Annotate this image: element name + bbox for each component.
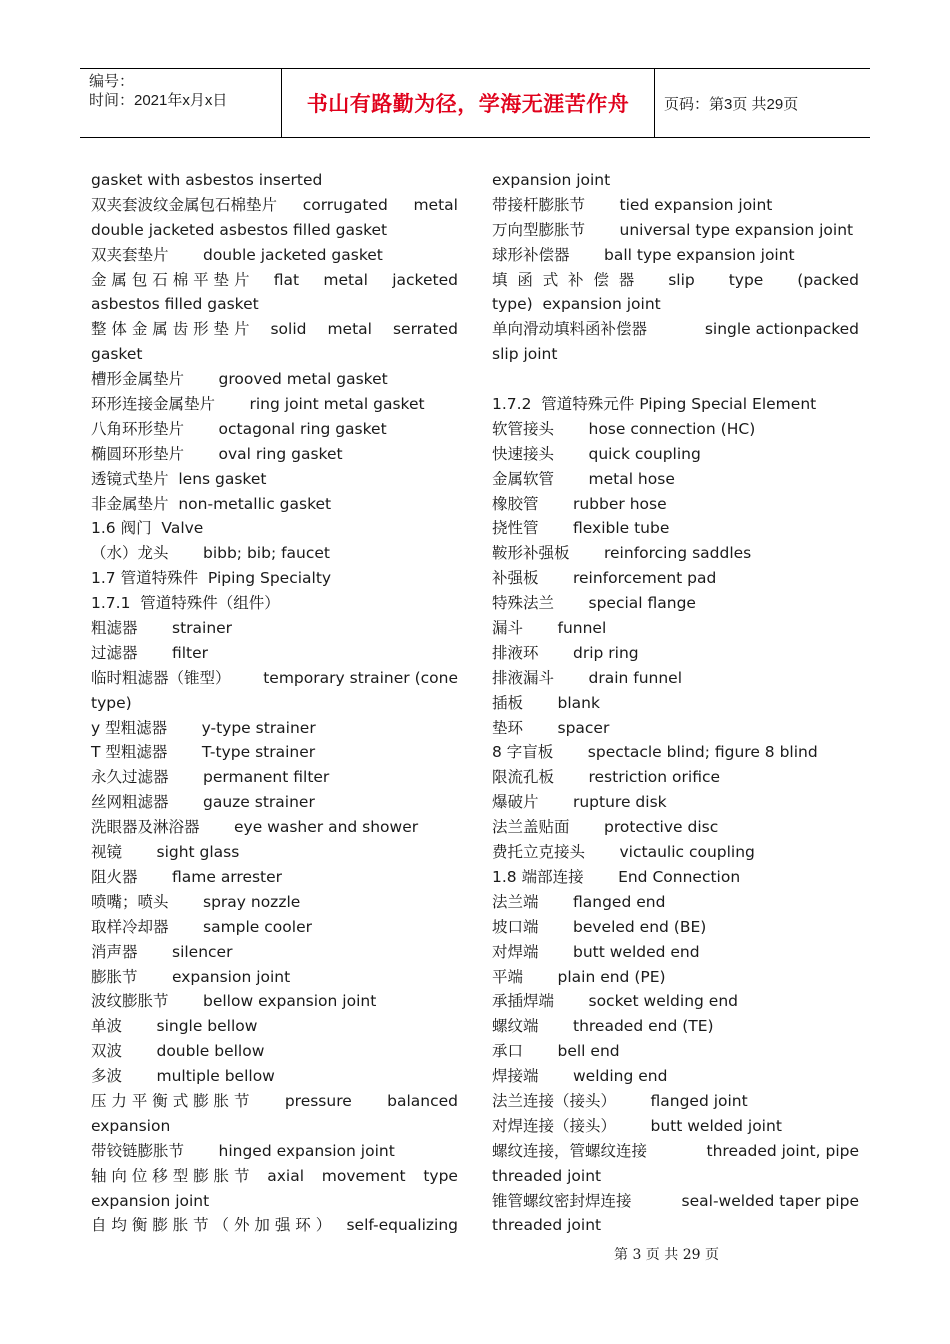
glossary-line: 粗滤器 strainer [91,619,233,638]
glossary-line: 多波 multiple bellow [91,1067,275,1086]
glossary-line: 1.7.2 管道特殊元件 Piping Special Element [492,395,817,414]
glossary-line: 喷嘴；喷头 spray nozzle [91,892,301,911]
glossary-line-part: type [728,270,764,289]
glossary-line: 8 字盲板 spectacle blind; figure 8 blind [492,743,818,762]
glossary-line: 1.7.1 管道特殊件（组件） [91,594,280,613]
glossary-line [492,268,859,293]
glossary-line: expansion [91,1116,171,1135]
glossary-line: slip joint [492,345,558,364]
glossary-line [91,666,458,691]
glossary-line [91,1164,458,1189]
glossary-line [91,317,458,342]
glossary-line: 非金属垫片 non-metallic gasket [91,494,332,513]
glossary-line: 环形连接金属垫片 ring joint metal gasket [91,395,425,414]
glossary-line: double jacketed asbestos filled gasket [91,220,388,239]
glossary-line-part: metal [323,270,368,289]
glossary-line-part: (packed [797,270,859,289]
glossary-line: 金属软管 metal hose [492,469,675,488]
glossary-line: 万向型膨胀节 universal type expansion joint [492,220,854,239]
header-motto-cell [282,69,655,137]
glossary-line: 透镜式垫片 lens gasket [91,469,267,488]
glossary-line: 橡胶管 rubber hose [492,494,667,513]
glossary-line-part: 金 属 包 石 棉 平 垫 片 [91,270,250,289]
left-column [91,168,458,1238]
glossary-line: 带接杆膨胀节 tied expansion joint [492,195,773,214]
glossary-line: （水）龙头 bibb; bib; faucet [91,544,331,563]
glossary-line: 坡口端 beveled end (BE) [492,917,707,936]
glossary-line: 消声器 silencer [91,942,233,961]
page-info: 页码：第3页 共29页 [664,95,799,113]
glossary-line: gasket with asbestos inserted [91,171,323,189]
glossary-line: threaded joint [492,1216,602,1235]
glossary-line [492,1189,859,1214]
glossary-line-part: balanced [387,1091,458,1110]
glossary-line: 鞍形补强板 reinforcing saddles [492,544,752,563]
glossary-line: 球形补偿器 ball type expansion joint [492,245,795,264]
glossary-line: 双波 double bellow [91,1042,265,1061]
glossary-line: 阻火器 flame arrester [91,867,283,886]
glossary-line: threaded joint [492,1166,602,1185]
glossary-line-part: pressure [284,1091,352,1110]
glossary-line: 平端 plain end (PE) [492,967,666,986]
glossary-line [91,193,458,218]
glossary-line-part: 轴 向 位 移 型 膨 胀 节 [91,1166,250,1185]
glossary-line-part: jacketed [392,270,458,289]
header-page-cell [655,69,870,137]
glossary-line: 排液环 drip ring [492,643,639,662]
glossary-line: 带铰链膨胀节 hinged expansion joint [91,1141,395,1160]
glossary-line: y 型粗滤器 y-type strainer [91,718,316,737]
glossary-line-part: 单向滑动填料函补偿器 [492,320,648,339]
glossary-line: 挠性管 flexible tube [492,519,670,538]
glossary-line [91,268,458,293]
glossary-line: 取样冷却器 sample cooler [91,917,312,936]
glossary-line: 费托立克接头 victaulic coupling [492,843,755,862]
glossary-line: expansion joint [91,1191,210,1210]
glossary-line: 洗眼器及淋浴器 eye washer and shower [91,818,419,837]
glossary-line-part: 自 均 衡 膨 胀 节 （ 外 加 强 环 ） [91,1216,332,1235]
document-number-label: 编号： [89,73,135,90]
glossary-line: 承口 bell end [492,1042,620,1061]
glossary-line: 插板 blank [492,693,600,712]
glossary-line: expansion joint [492,171,611,189]
glossary-line-part: seal-welded taper pipe [681,1191,859,1210]
glossary-line-part: 填 函 式 补 偿 器 [492,270,635,289]
glossary-line: 永久过滤器 permanent filter [91,768,330,787]
glossary-line: 漏斗 funnel [492,619,607,638]
glossary-line: 软管接头 hose connection (HC) [492,419,756,438]
glossary-line: 膨胀节 expansion joint [91,967,291,986]
glossary-line-part: metal [327,320,372,339]
glossary-line: 视镜 sight glass [91,843,240,862]
glossary-line-part: flat [273,270,300,289]
glossary-line: 限流孔板 restriction orifice [492,768,721,787]
glossary-line-part: type [423,1166,458,1185]
glossary-line [492,317,859,342]
glossary-line [492,367,859,392]
glossary-line-part: 锥管螺纹密封焊连接 [492,1191,632,1210]
glossary-line-part: single actionpacked [704,320,859,339]
glossary-line: asbestos filled gasket [91,295,259,314]
glossary-line: 爆破片 rupture disk [492,793,667,812]
glossary-line: 1.8 端部连接 End Connection [492,867,741,886]
glossary-line: 承插焊端 socket welding end [492,992,738,1011]
motto-text: 书山有路勤为径，学海无涯苦作舟 [306,91,630,116]
glossary-line: 槽形金属垫片 grooved metal gasket [91,370,388,389]
glossary-line: 丝网粗滤器 gauze strainer [91,793,315,812]
glossary-line: 过滤器 filter [91,643,209,662]
glossary-line-part: movement [321,1166,406,1185]
glossary-line-part: corrugated [302,195,388,214]
glossary-line: 快速接头 quick coupling [492,444,701,463]
glossary-line: type) [91,693,132,712]
glossary-line-part: 整 体 金 属 齿 形 垫 片 [91,320,250,339]
glossary-line: 单波 single bellow [91,1017,258,1036]
glossary-line: 1.6 阀门 Valve [91,519,204,538]
glossary-line-part: solid [270,320,307,339]
glossary-line: 波纹膨胀节 bellow expansion joint [91,992,377,1011]
glossary-line-part: self-equalizing [346,1216,458,1235]
glossary-line-part: 螺纹连接，管螺纹连接 [492,1141,648,1160]
page-footer: 第 3 页 共 29 页 [614,1247,719,1263]
glossary-line-part: metal [413,195,458,214]
glossary-line: 法兰盖贴面 protective disc [492,818,719,837]
glossary-line-part: serrated [392,320,458,339]
glossary-line: type) expansion joint [492,295,661,314]
glossary-line-part: 临时粗滤器（锥型） [91,668,231,687]
glossary-line-part: 双夹套波纹金属包石棉垫片 [91,195,278,214]
glossary-line-part: threaded joint, pipe [706,1141,859,1160]
glossary-line: 法兰端 flanged end [492,892,666,911]
glossary-line: 特殊法兰 special flange [492,594,696,613]
glossary-line: 焊接端 welding end [492,1067,668,1086]
glossary-line-part: temporary strainer (cone [263,668,458,687]
right-column [492,168,859,1238]
glossary-line: 双夹套垫片 double jacketed gasket [91,245,383,264]
glossary-line: 八角环形垫片 octagonal ring gasket [91,419,387,438]
glossary-line: 螺纹端 threaded end (TE) [492,1017,714,1036]
glossary-line: 对焊连接（接头） butt welded joint [492,1116,782,1135]
header-table [80,68,870,138]
glossary-line [492,1139,859,1164]
glossary-line: gasket [91,345,143,364]
glossary-line: 补强板 reinforcement pad [492,569,717,588]
glossary-line: T 型粗滤器 T-type strainer [91,743,316,762]
header-info-cell [80,69,282,137]
glossary-line-part: axial [267,1166,305,1185]
glossary-line-part: 压 力 平 衡 式 膨 胀 节 [91,1091,250,1110]
glossary-line: 垫环 spacer [492,718,610,737]
glossary-line [91,1213,458,1238]
glossary-line-part: slip [668,270,695,289]
glossary-line: 排液漏斗 drain funnel [492,668,683,687]
glossary-line: 1.7 管道特殊件 Piping Specialty [91,569,332,588]
glossary-line: 椭圆环形垫片 oval ring gasket [91,444,343,463]
glossary-line: 对焊端 butt welded end [492,942,700,961]
document-date: 时间：2021年x月x日 [89,92,228,109]
glossary-line: 法兰连接（接头） flanged joint [492,1091,748,1110]
glossary-line [91,1089,458,1114]
